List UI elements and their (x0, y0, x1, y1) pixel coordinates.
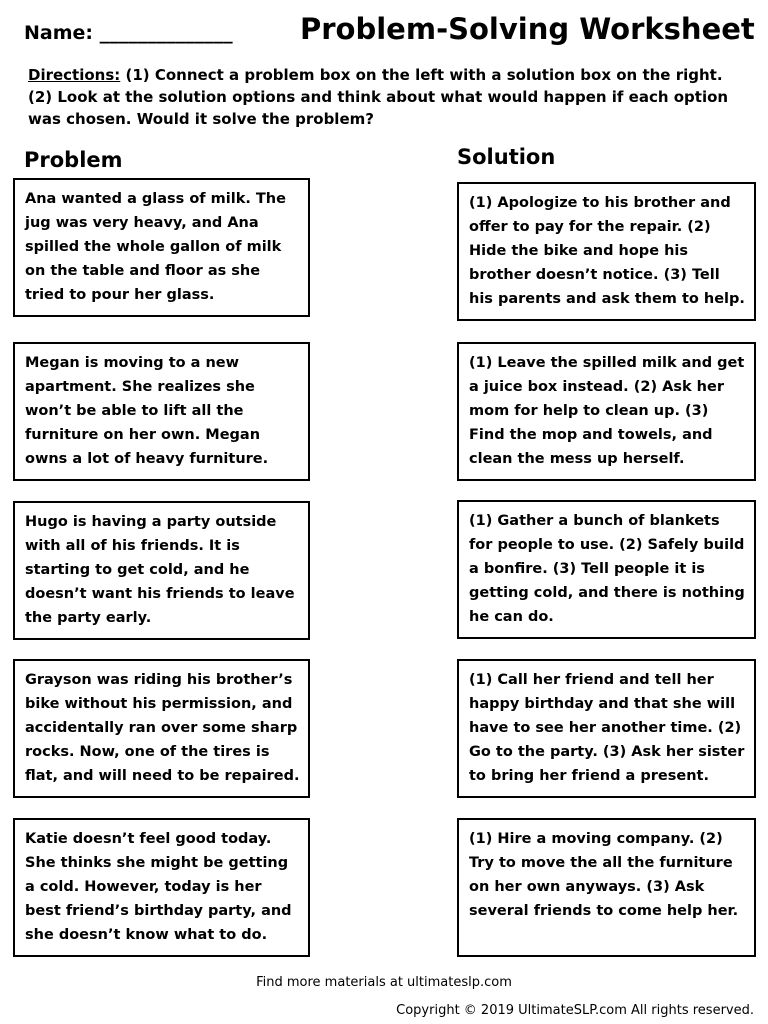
directions (28, 64, 744, 130)
directions-text: (1) Connect a problem box on the left with a solution box on the right. (2) Look at the solution options and think about what would happen if each option was chosen. Would it solve the problem? (28, 66, 729, 128)
solution-box: (1) Hire a moving company. (2) Try to move the all the furniture on her own anyways. (3) Ask several friends to come help her. (457, 818, 756, 957)
directions-label: Directions: (28, 66, 121, 84)
name-field-label: Name: ______________ (24, 22, 233, 44)
page-title: Problem-Solving Worksheet (300, 12, 755, 46)
problem-box: Ana wanted a glass of milk. The jug was very heavy, and Ana spilled the whole gallon of milk on the table and floor as she tried to pour her glass. (13, 178, 310, 317)
solution-box: (1) Gather a bunch of blankets for people to use. (2) Safely build a bonfire. (3) Tell people it is getting cold, and there is nothing he can do. (457, 500, 756, 639)
solution-box: (1) Leave the spilled milk and get a juice box instead. (2) Ask her mom for help to clean up. (3) Find the mop and towels, and clean the mess up herself. (457, 342, 756, 481)
solution-box: (1) Apologize to his brother and offer to pay for the repair. (2) Hide the bike and hope his brother doesn’t notice. (3) Tell his parents and ask them to help. (457, 182, 756, 321)
copyright-notice: Copyright © 2019 UltimateSLP.com All rights reserved. (396, 1003, 754, 1018)
problem-box: Katie doesn’t feel good today. She thinks she might be getting a cold. However, today is her best friend’s birthday party, and she doesn’t know what to do. (13, 818, 310, 957)
problem-heading: Problem (24, 148, 123, 172)
footer-link-text: Find more materials at ultimateslp.com (256, 975, 512, 990)
problem-box: Grayson was riding his brother’s bike without his permission, and accidentally ran over some sharp rocks. Now, one of the tires is flat, and will need to be repaired. (13, 659, 310, 798)
solution-heading: Solution (457, 145, 556, 169)
solution-box: (1) Call her friend and tell her happy birthday and that she will have to see her another time. (2) Go to the party. (3) Ask her sister to bring her friend a present. (457, 659, 756, 798)
problem-box: Megan is moving to a new apartment. She realizes she won’t be able to lift all the furniture on her own. Megan owns a lot of heavy furniture. (13, 342, 310, 481)
problem-box: Hugo is having a party outside with all of his friends. It is starting to get cold, and he doesn’t want his friends to leave the party early. (13, 501, 310, 640)
